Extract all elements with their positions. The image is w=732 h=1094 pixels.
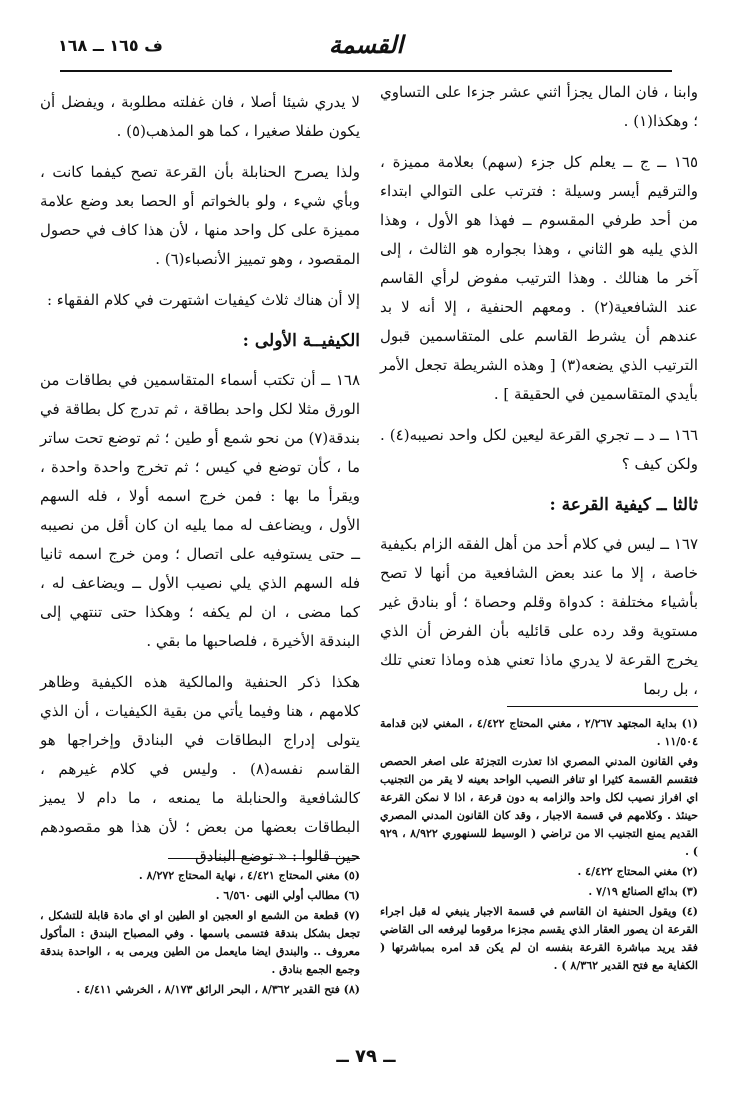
paragraph: ولذا يصرح الحنابلة بأن القرعة تصح كيفما كانت ، وبأي شيء ، ولو بالخواتم أو الحصا بعد وضع علامة مميزة على كل واحد منها ، لأن هذا كاف في حصول المقصود ، وهو تمييز الأنصباء(٦) .: [40, 163, 360, 268]
section-heading: الكيفيــة الأولى :: [242, 331, 360, 351]
footnote-rule: [507, 706, 698, 707]
paragraph-167: ١٦٧ ــ ليس في كلام أحد من أهل الفقه الزام بكيفية خاصة ، إلا ما عند بعض الشافعية من أنها لا تصح بأشياء مختلفة : كدواة وقلم وحصاة ؛ أو بنادق غير مستوية وقد رده على قائليه بأن الفرض أن الذي يخرج القرعة لا يدري ماذا تعني هذه وماذا تعني تلك ، بل ربما: [380, 535, 698, 698]
section-heading: ثالثا ــ كيفية القرعة :: [549, 495, 698, 515]
footnote: وفي القانون المدني المصري اذا تعذرت التجزئة على اصغر الحصص فتقسم القسمة كثيرا او تنافر النصيب الواحد بعينه لا يقر من التجنيب اي افراز نصيب لكل واحد والزامه به دون قرعة ، اذا لا نمكن القرعة حينئذ . وكلامهم في قسمة الاجبار ، وقد كان القانون المدني المصري القديم يمنع التجنيب الا من تراضي ( الوسيط للسنهوري ٨/٩٢٢ ، ٩٢٩ ) .: [380, 755, 698, 858]
header-rule: [60, 70, 672, 72]
footnote: (٦) مطالب أولي النهى ٦/٥٦٠ .: [215, 889, 360, 902]
page-number: ــ ٧٩ ــ: [336, 1046, 396, 1067]
footnotes-left: [40, 848, 360, 1001]
footnote: (٨) فتح القدير ٨/٣٦٢ ، البحر الرائق ٨/١٧٣ ، الخرشي ٤/٤١١ .: [76, 983, 360, 996]
header-section-range: ف ١٦٥ ــ ١٦٨: [58, 36, 163, 55]
footnotes-right: [380, 696, 698, 977]
left-column: [40, 88, 360, 996]
footnote: (٢) مغني المحتاج ٤/٤٢٢ .: [577, 865, 698, 878]
right-column: [380, 78, 699, 972]
footnote: (٤) ويقول الحنفية ان القاسم في قسمة الاجبار ينبغي له قبل اجراء القرعة ان يصور العقار الذي يقسم مجزءا مرقوما ليرفعه الى القاضي فقد يريد مباشرة القرعة بنفسه ان لم يكن قد امره بمباشرتها ( الكفاية مع فتح القدير ٨/٣٦٢ ) .: [380, 905, 698, 972]
page-header: [40, 30, 692, 64]
footnote: (٥) مغني المحتاج ٤/٤٢١ ، نهاية المحتاج ٨/٢٧٢ .: [138, 869, 360, 882]
paragraph-168: ١٦٨ ــ أن تكتب أسماء المتقاسمين في بطاقات من الورق مثلا لكل واحد بطاقة ، ثم تدرج كل بطاقة في بندقة(٧) من نحو شمع أو طين ؛ ثم توضع تحت ساتر ما ، كأن توضع في كيس ؛ ثم تخرج واحدة واحدة ، ويقرأ ما بها : فمن خرج اسمه أولا ، فله السهم الأول ، ويضاعف له مما يليه ان كان أقل من نصيبه ــ حتى يستوفيه على اتصال ؛ ومن خرج اسمه ثانيا فله السهم الذي يلي نصيب الأول ــ ويضاعف له ، كما مضى ، ان لم يكفه ؛ وهكذا حتى تنتهي إلى البندقة الأخيرة ، فلصاحبها ما بقي .: [40, 371, 360, 650]
footnote: (٧) قطعة من الشمع او العجين او الطين او اي مادة قابلة للتشكل ، تجعل بشكل بندقة فتسمى باسمها . وفي المصباح البندق : المأكول معروف .. والبندق ايضا مايعمل من الطين ويرمى به ، الواحدة بندقة وجمع الجمع بنادق .: [40, 909, 360, 976]
paragraph-166: ١٦٦ ــ د ــ تجري القرعة ليعين لكل واحد نصيبه(٤) . ولكن كيف ؟: [380, 426, 699, 473]
paragraph: هكذا ذكر الحنفية والمالكية هذه الكيفية وظاهر كلامهم ، هنا وفيما يأتي من بقية الكيفيات ، أن الذي يتولى إدراج البطاقات في البنادق وإخراجها هو القاسم نفسه(٨) . وليس في كلام غيرهم ، كالشافعية والحنابلة ما يمنعه ، ما دام لا يميز البطاقات بعضها من بعض ؛ لأن هذا هو مقصودهم حين قالوا : « توضع البنادق: [40, 673, 360, 865]
paragraph: إلا أن هناك ثلاث كيفيات اشتهرت في كلام الفقهاء :: [46, 291, 360, 309]
footnote: (١) بداية المجتهد ٢/٢٦٧ ، مغني المحتاج ٤/٤٢٢ ، المغني لابن قدامة ١١/٥٠٤ .: [380, 717, 698, 748]
paragraph: وابنا ، فان المال يجزأ اثني عشر جزءا على التساوي ؛ وهكذا(١) .: [380, 83, 698, 130]
footnote-rule: [168, 858, 360, 859]
paragraph: لا يدري شيئا أصلا ، فان غفلته مطلوبة ، ويفضل أن يكون طفلا صغيرا ، كما هو المذهب(٥) .: [40, 93, 360, 140]
paragraph-165: ١٦٥ ــ ج ــ يعلم كل جزء (سهم) بعلامة مميزة ، والترقيم أيسر وسيلة : فترتب على التوالي ابتداء من أحد طرفي المقسوم ــ فهذا هو الأول ، وهذا الذي يليه هو الثاني ، وهذا بجواره هو الثالث ، إلى آخر ما هنالك . وهذا الترتيب مفوض لرأي القاسم عند الشافعية(٢) . ومعهم الحنفية ، إلا أنه لا بد عندهم أن يشرط القاسم على المتقاسمين قبول الترتيب الذي يضعه(٣) [ وهذه الشريطة تجعل الأمر بأيدي المتقاسمين في الحقيقة ] .: [380, 153, 699, 403]
header-title: القسمة: [328, 30, 404, 59]
footnote: (٣) بدائع الصنائع ٧/١٩ .: [588, 885, 698, 898]
